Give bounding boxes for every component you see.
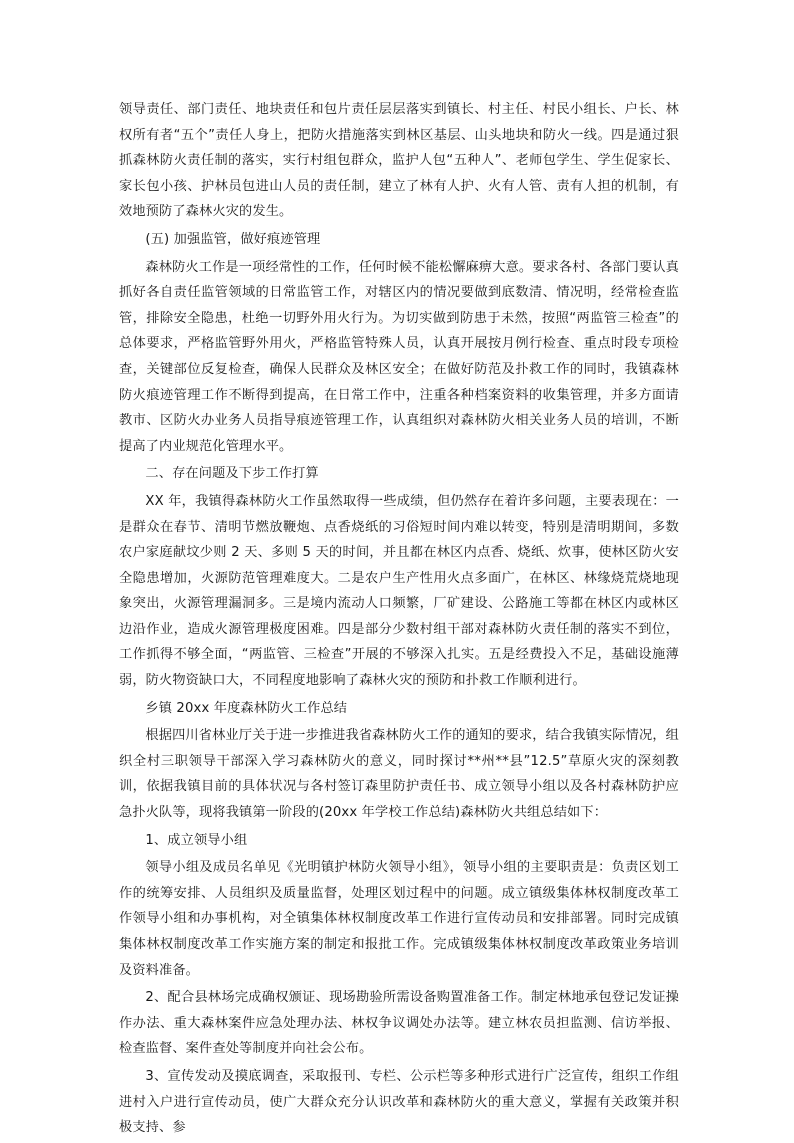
paragraph-2: 森林防火工作是一项经常性的工作，任何时候不能松懈麻痹大意。要求各村、各部门要认真抓好各自责任监管领域的日常监管工作，对辖区内的情况要做到底数清、情况明，经常检查监管，排除安全隐患，杜绝一切野外用火行为。为切实做到防患于未然，按照“两监管三检查”的总体要求，严格监管野外用火，严格监管特殊人员，认真开展按月例行检查、重点时段专项检查，关键部位反复检查，确保人民群众及林区安全；在做好防范及扑救工作的同时，我镇森林防火痕迹管理工作不断得到提高，在日常工作中，注重各种档案资料的收集管理，并多方面请教市、区防火办业务人员指导痕迹管理工作，认真组织对森林防火相关业务人员的培训，不断提高了内业规范化管理水平。 <box>119 259 679 454</box>
paragraph-7: 3、宣传发动及摸底调查，采取报刊、专栏、公示栏等多种形式进行广泛宣传，组织工作组进村入户进行宣传动员，使广大群众充分认识改革和森林防火的重大意义，掌握有关政策并积极支持、参 <box>119 1068 679 1136</box>
paragraph-4: 根据四川省林业厅关于进一步推进我省森林防火工作的通知的要求，结合我镇实际情况，组织全村三职领导干部深入学习森林防火的意义，同时探讨**州**县”12.5”草原火灾的深刻教训，依据我镇目前的具体状况与各村签订森里防护责任书、成立领导小组以及各村森林防护应急扑火队等，现将我镇第一阶段的(20xx 年学校工作总结)森林防火共组总结如下： <box>119 728 679 821</box>
paragraph-3: XX 年，我镇得森林防火工作虽然取得一些成绩，但仍然存在着许多问题，主要表现在：一是群众在春节、清明节燃放鞭炮、点香烧纸的习俗短时间内难以转变，特别是清明期间，多数农户家庭献坟少则 2 天、多则 5 天的时间，并且都在林区内点香、烧纸、炊事，使林区防火安全隐患增加，火源防范管理难度大。二是农户生产性用火点多面广，在林区、林缘烧荒烧地现象突出，火源管理漏洞多。三是境内流动人口频繁，厂矿建设、公路施工等都在林区内或林区边沿作业，造成火源管理极度困难。四是部分少数村组干部对森林防火责任制的落实不到位，工作抓得不够全面，“两监管、三检查”开展的不够深入扎实。五是经费投入不足，基础设施薄弱，防火物资缺口大，不同程度地影响了森林火灾的预防和扑救工作顺利进行。 <box>119 493 679 689</box>
document-page <box>119 97 679 1143</box>
paragraph-6: 2、配合县林场完成确权颁证、现场勘验所需设备购置准备工作。制定林地承包登记发证操作办法、重大森林案件应急处理办法、林权争议调处办法等。建立林农员担监测、信访举报、检查监督、案件查处等制度并向社会公布。 <box>119 990 679 1057</box>
document-title-2: 乡镇 20xx 年度森林防火工作总结 <box>145 700 348 716</box>
subsection-heading-1: 1、成立领导小组 <box>145 832 248 848</box>
section-heading-2: 二、存在问题及下步工作打算 <box>145 466 319 482</box>
paragraph-1: 领导责任、部门责任、地块责任和包片责任层层落实到镇长、村主任、村民小组长、户长、林权所有者“五个”责任人身上，把防火措施落实到林区基层、山头地块和防火一线。四是通过狠抓森林防火责任制的落实，实行村组包群众，监护人包“五种人”、老师包学生、学生促家长、家长包小孩、护林员包进山人员的责任制，建立了林有人护、火有人管、责有人担的机制，有效地预防了森林火灾的发生。 <box>119 102 679 220</box>
section-heading-5: (五) 加强监管，做好痕迹管理 <box>145 231 321 247</box>
paragraph-5: 领导小组及成员名单见《光明镇护林防火领导小组》，领导小组的主要职责是：负责区划工作的统筹安排、人员组织及质量监督，处理区划过程中的问题。成立镇级集体林权制度改革工作领导小组和办事机构，对全镇集体林权制度改革工作进行宣传动员和安排部署。同时完成镇集体林权制度改革工作实施方案的制定和报批工作。完成镇级集体林权制度改革政策业务培训及资料准备。 <box>119 860 679 978</box>
